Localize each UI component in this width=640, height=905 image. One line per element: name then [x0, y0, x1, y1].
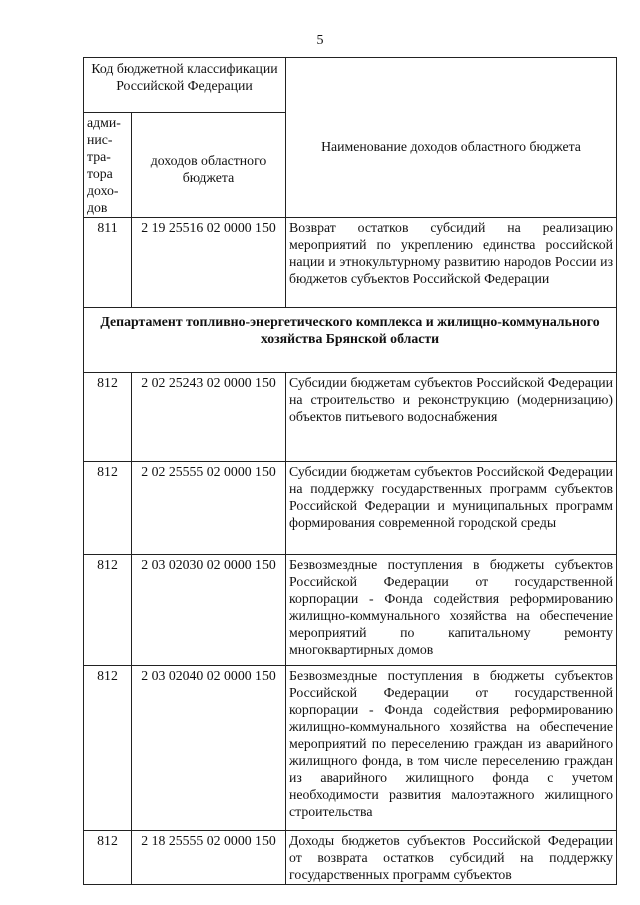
section-heading: Департамент топливно-энергетического комплекса и жилищно-коммунального хозяйства Брянской области	[84, 308, 617, 373]
income-name-cell: Возврат остатков субсидий на реализацию мероприятий по укреплению единства российской нации и этнокультурному развитию народов России из бюджетов субъектов Российской Федерации	[286, 218, 617, 308]
admin-code-cell: 812	[84, 462, 132, 555]
income-name-cell: Субсидии бюджетам субъектов Российской Федерации на поддержку государственных программ субъектов Российской Федерации и муниципальных программ формирования современной городской среды	[286, 462, 617, 555]
page-number: 5	[316, 33, 324, 48]
income-code-cell: 2 02 25243 02 0000 150	[132, 373, 286, 462]
table-row	[84, 666, 617, 831]
income-name-cell: Доходы бюджетов субъектов Российской Федерации от возврата остатков субсидий на поддержку государственных программ субъектов	[286, 831, 617, 885]
income-code-cell: 2 02 25555 02 0000 150	[132, 462, 286, 555]
income-column-header: доходов областного бюджета	[132, 113, 286, 218]
admin-column-header: адми-нис-тра-тора дохо-дов	[84, 113, 132, 218]
admin-code-cell: 812	[84, 373, 132, 462]
revenue-code-table	[83, 57, 617, 885]
admin-code-cell: 811	[84, 218, 132, 308]
income-name-cell: Безвозмездные поступления в бюджеты субъектов Российской Федерации от государственной корпорации - Фонда содействия реформированию жилищно-коммунального хозяйства на обеспечение мероприятий по переселению граждан из аварийного жилищного фонда, в том числе переселению граждан из аварийного жилищного фонда с учетом необходимости развития малоэтажного жилищного строительства	[286, 666, 617, 831]
table-row	[84, 218, 617, 308]
admin-code-cell: 812	[84, 666, 132, 831]
bcc-header: Код бюджетной классификации Российской Федерации	[84, 58, 286, 113]
table-row	[84, 831, 617, 885]
admin-code-cell: 812	[84, 555, 132, 666]
income-code-cell: 2 03 02030 02 0000 150	[132, 555, 286, 666]
admin-code-cell: 812	[84, 831, 132, 885]
table-row	[84, 373, 617, 462]
income-name-cell: Субсидии бюджетам субъектов Российской Федерации на строительство и реконструкцию (модернизацию) объектов питьевого водоснабжения	[286, 373, 617, 462]
income-code-cell: 2 19 25516 02 0000 150	[132, 218, 286, 308]
income-code-cell: 2 18 25555 02 0000 150	[132, 831, 286, 885]
name-column-header: Наименование доходов областного бюджета	[286, 58, 617, 218]
table-header-row	[84, 58, 617, 113]
income-name-cell: Безвозмездные поступления в бюджеты субъектов Российской Федерации от государственной корпорации - Фонда содействия реформированию жилищно-коммунального хозяйства на обеспечение мероприятий по капитальному ремонту многоквартирных домов	[286, 555, 617, 666]
section-row	[84, 308, 617, 373]
table-row	[84, 462, 617, 555]
income-code-cell: 2 03 02040 02 0000 150	[132, 666, 286, 831]
table-row	[84, 555, 617, 666]
